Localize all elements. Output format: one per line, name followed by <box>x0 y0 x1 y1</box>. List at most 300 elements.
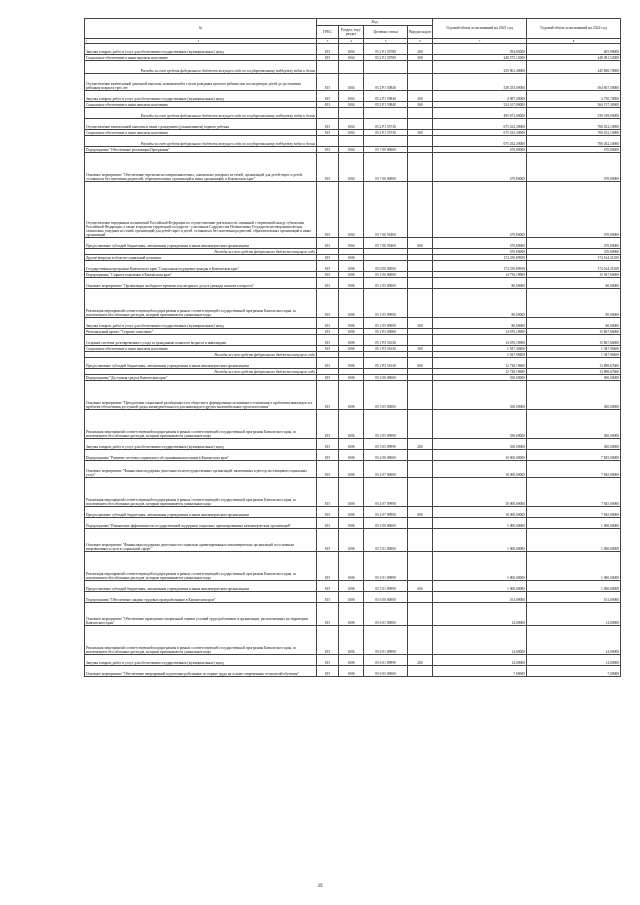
header-expense-type: Вид расходов <box>408 26 433 39</box>
grbs-cell: 815 <box>317 346 339 352</box>
razdel-cell: 1006 <box>339 318 364 329</box>
target-article-cell: 05 7 06 59400 <box>364 238 408 249</box>
target-article-cell <box>364 61 408 74</box>
year-2022-cell: 1 000,00000 <box>527 581 621 592</box>
target-article-cell: 05 2 P1 55730 <box>364 130 408 136</box>
year-2022-cell: 470,80000 <box>527 147 621 153</box>
target-article-cell: 05 1 00 00000 <box>364 272 408 278</box>
razdel-cell: 1006 <box>339 255 364 261</box>
expense-type-cell: 600 <box>408 507 433 518</box>
grbs-cell: 815 <box>317 581 339 592</box>
razdel-cell: 1006 <box>339 375 364 381</box>
year-2021-cell: 80,00000 <box>433 289 527 318</box>
expense-type-cell: 200 <box>408 439 433 450</box>
row-name-cell: Подпрограмма "Повышение эффективности государственной поддержки социально ориентированных некоммерческих организаций" <box>85 518 317 529</box>
year-2022-cell: 174 164,31650 <box>527 255 621 261</box>
row-name-cell: Подпрограмма "Развитие системы социального обслуживания населения в Камчатском крае" <box>85 450 317 461</box>
razdel-cell: 1006 <box>339 478 364 507</box>
expense-type-cell: 200 <box>408 318 433 329</box>
table-row <box>85 358 621 369</box>
razdel-cell: 1004 <box>339 55 364 61</box>
header-index: 1 2 <box>85 39 317 44</box>
expense-type-cell <box>408 478 433 507</box>
year-2021-cell: 10 000,00000 <box>433 461 527 478</box>
grbs-cell: 815 <box>317 147 339 153</box>
row-name-cell: Реализация мероприятий соответствующей подпрограммы в рамках соответствующей государственной программы Камчатского края, за исключением обособленных расходов, которым присваиваются уникальные коды <box>85 478 317 507</box>
table-row <box>85 381 621 410</box>
expense-type-cell: 300 <box>408 55 433 61</box>
grbs-cell: 815 <box>317 329 339 335</box>
expense-type-cell: 300 <box>408 346 433 352</box>
row-name-cell: Другие вопросы в области социальной политики <box>85 255 317 261</box>
year-2021-cell: 350,00000 <box>433 439 527 450</box>
expense-type-cell <box>408 450 433 461</box>
year-2021-cell: 495 673,00000 <box>433 108 527 119</box>
target-article-cell: 05 4 00 00000 <box>364 450 408 461</box>
razdel-cell: 1006 <box>339 461 364 478</box>
year-2022-cell: 4 750,70000 <box>527 91 621 102</box>
year-2021-cell: 10 000,00000 <box>433 478 527 507</box>
target-article-cell: 05 1 P3 00000 <box>364 329 408 335</box>
year-2022-cell: 15 867,66000 <box>527 329 621 335</box>
year-2021-cell: 14 676,18900 <box>433 329 527 335</box>
razdel-cell: 1006 <box>339 289 364 318</box>
grbs-cell: 815 <box>317 318 339 329</box>
row-name-cell: Осуществление ежемесячной денежной выплаты, назначаемой в случае рождения третьего ребенка или последующих детей до достижения ребенком возраста трех лет <box>85 74 317 91</box>
row-name-cell: Реализация мероприятий соответствующей подпрограммы в рамках соответствующей государственной программы Камчатского края, за исключением обособленных расходов, которым присваиваются уникальные коды <box>85 289 317 318</box>
row-name-cell: Закупка товаров, работ и услуг для обеспечения государственных (муниципальных) нужд <box>85 44 317 55</box>
year-2021-cell: 1 947,98400 <box>433 352 527 358</box>
header-grbs: ГРБС <box>317 26 339 39</box>
table-row <box>85 529 621 552</box>
year-2022-cell: 80,00000 <box>527 289 621 318</box>
razdel-cell: 1006 <box>339 450 364 461</box>
grbs-cell: 815 <box>317 119 339 130</box>
target-article-cell <box>364 136 408 147</box>
year-2021-cell: 350,00000 <box>433 381 527 410</box>
grbs-cell: 815 <box>317 44 339 55</box>
grbs-cell <box>317 136 339 147</box>
razdel-cell: 1004 <box>339 238 364 249</box>
year-2021-cell: 470,80000 <box>433 238 527 249</box>
target-article-cell: 05 0 00 00000 <box>364 261 408 272</box>
year-2021-cell: 248 575,15000 <box>433 55 527 61</box>
expense-type-cell <box>408 592 433 603</box>
table-body <box>85 44 621 677</box>
target-article-cell: 05 5 00 00000 <box>364 518 408 529</box>
target-article-cell: 05 1 P3 51630 <box>364 358 408 369</box>
expense-type-cell <box>408 61 433 74</box>
year-2021-cell: 675 432,30000 <box>433 130 527 136</box>
header-year-2022: Годовой объем ассигнований на 2022 год <box>527 19 621 39</box>
razdel-cell: 1006 <box>339 518 364 529</box>
year-2021-cell: 470,80000 <box>433 147 527 153</box>
target-article-cell: 05 5 01 09990 <box>364 552 408 581</box>
year-2021-cell: 14,00000 <box>433 655 527 666</box>
year-2021-cell: 80,00000 <box>433 318 527 329</box>
header-code: Код <box>317 19 433 26</box>
grbs-cell: 815 <box>317 507 339 518</box>
year-2022-cell: 7 845,00000 <box>527 450 621 461</box>
row-name-cell: Закупка товаров, работ и услуг для обеспечения государственных (муниципальных) нужд <box>85 318 317 329</box>
row-name-cell: Подпрограмма "Доступная среда в Камчатском крае" <box>85 375 317 381</box>
expense-type-cell <box>408 261 433 272</box>
grbs-cell: 815 <box>317 74 339 91</box>
row-name-cell: Осуществление переданных полномочий Российской Федерации по осуществлению деятельности, связанной с перевозкой между субъектами Российской Федерации, а также в пределах территорий государств - участников Содружества Независимых Государств несовершеннолетних, самовольно ушедших из семей, организаций для детей-сирот и детей, оставшихся без попечения родителей, образовательных организаций и иных организаций <box>85 182 317 238</box>
grbs-cell: 815 <box>317 381 339 410</box>
razdel-cell: 1006 <box>339 507 364 518</box>
row-name-cell: Основное мероприятие "Финансовая поддержка деятельности социально ориентированных некоммерческих организаций по основным направлениям услуги в социальной сфере" <box>85 529 317 552</box>
target-article-cell: 05 2 P1 50840 <box>364 74 408 91</box>
target-article-cell: 05 1 05 09990 <box>364 318 408 329</box>
grbs-cell <box>317 108 339 119</box>
year-2022-cell: 7,00000 <box>527 666 621 677</box>
year-2021-cell: 235 961,40000 <box>433 61 527 74</box>
expense-type-cell: 600 <box>408 581 433 592</box>
year-2022-cell: 470,80000 <box>527 153 621 182</box>
year-2021-cell: 12 728,19600 <box>433 358 527 369</box>
razdel-cell: 1004 <box>339 119 364 130</box>
row-name-cell: Реализация мероприятий соответствующей подпрограммы в рамках соответствующей государственной программы Камчатского края, за исключением обособленных расходов, которым присваиваются уникальные коды <box>85 410 317 439</box>
grbs-cell: 815 <box>317 529 339 552</box>
target-article-cell: 05 3 00 00000 <box>364 375 408 381</box>
razdel-cell: 1004 <box>339 102 364 108</box>
table-row <box>85 261 621 272</box>
year-2022-cell: 161,00000 <box>527 592 621 603</box>
grbs-cell: 815 <box>317 478 339 507</box>
target-article-cell: 05 5 01 00000 <box>364 529 408 552</box>
expense-type-cell <box>408 335 433 346</box>
row-name-cell: Подпрограмма "Старшее поколение в Камчатском крае" <box>85 272 317 278</box>
grbs-cell: 815 <box>317 289 339 318</box>
table-row <box>85 153 621 182</box>
table-row <box>85 119 621 130</box>
year-2022-cell: 245 690,70000 <box>527 61 621 74</box>
year-2022-cell: 1 947,98400 <box>527 346 621 352</box>
table-row <box>85 592 621 603</box>
expense-type-cell <box>408 119 433 130</box>
row-name-cell: Основное мероприятие "Обеспечение проведения специальной оценки условий труда работников и организации, расположенных на территории Камчатского края" <box>85 603 317 626</box>
grbs-cell: 815 <box>317 278 339 289</box>
grbs-cell: 815 <box>317 552 339 581</box>
target-article-cell: 05 1 05 09990 <box>364 289 408 318</box>
expense-type-cell: 200 <box>408 91 433 102</box>
grbs-cell: 815 <box>317 666 339 677</box>
page-number: 39 <box>317 884 323 889</box>
table-row <box>85 439 621 450</box>
expense-type-cell: 600 <box>408 358 433 369</box>
year-2021-cell: 174 250,89950 <box>433 261 527 272</box>
razdel-cell <box>339 108 364 119</box>
row-name-cell: Расходы за счет средств федерального бюджета текущего года <box>85 369 317 375</box>
razdel-cell: 1006 <box>339 410 364 439</box>
year-2022-cell: 564 607,30000 <box>527 74 621 91</box>
year-2022-cell: 706 452,10000 <box>527 119 621 130</box>
razdel-cell: 1006 <box>339 529 364 552</box>
year-2022-cell: 1 000,00000 <box>527 529 621 552</box>
expense-type-cell <box>408 626 433 655</box>
year-2022-cell: 300,00000 <box>527 381 621 410</box>
target-article-cell: 05 5 01 09990 <box>364 581 408 592</box>
razdel-cell: 1004 <box>339 130 364 136</box>
target-article-cell: 05 3 05 09990 <box>364 439 408 450</box>
razdel-cell: 1004 <box>339 182 364 238</box>
year-2021-cell: 14 676,18900 <box>433 335 527 346</box>
year-2022-cell: 706 452,10000 <box>527 130 621 136</box>
expense-type-cell <box>408 74 433 91</box>
grbs-cell: 815 <box>317 130 339 136</box>
target-article-cell: 05 6 00 00000 <box>364 592 408 603</box>
razdel-cell: 1006 <box>339 666 364 677</box>
year-2021-cell: 161,00000 <box>433 592 527 603</box>
expense-type-cell <box>408 108 433 119</box>
grbs-cell: 815 <box>317 335 339 346</box>
expense-type-cell <box>408 666 433 677</box>
row-name-cell: Предоставление субсидий бюджетным, автономным учреждениям и иным некоммерческим организациям <box>85 238 317 249</box>
target-article-cell: 05 7 06 00000 <box>364 153 408 182</box>
grbs-cell: 815 <box>317 182 339 238</box>
year-2022-cell: 539 339,00000 <box>527 108 621 119</box>
year-2021-cell: 4 087,20000 <box>433 91 527 102</box>
header-index: 5 <box>364 39 408 44</box>
year-2022-cell: 80,00000 <box>527 318 621 329</box>
year-2021-cell: 10 000,00000 <box>433 450 527 461</box>
razdel-cell: 1006 <box>339 261 364 272</box>
year-2022-cell: 7 845,00000 <box>527 461 621 478</box>
year-2022-cell: 1 947,98400 <box>527 352 621 358</box>
table-row <box>85 655 621 666</box>
year-2021-cell: 350,00000 <box>433 410 527 439</box>
razdel-cell: 1006 <box>339 581 364 592</box>
expense-type-cell <box>408 410 433 439</box>
target-article-cell: 05 2 P1 55730 <box>364 119 408 130</box>
year-2021-cell: 10 000,00000 <box>433 507 527 518</box>
razdel-cell: 1006 <box>339 603 364 626</box>
year-2022-cell: 706 452,10000 <box>527 136 621 147</box>
row-name-cell: Осуществление ежемесячной выплаты в связи с рождением (усыновлением) первого ребенка <box>85 119 317 130</box>
target-article-cell: 05 1 05 00000 <box>364 278 408 289</box>
year-2022-cell: 470,80000 <box>527 238 621 249</box>
table-row <box>85 278 621 289</box>
row-name-cell: Основное мероприятие "Обеспечение перевозки несовершеннолетних, самовольно ушедших из семей, организаций для детей-сирот и детей, оставшихся без попечения родителей, образовательных организаций и иных организаций, в Камчатском крае" <box>85 153 317 182</box>
razdel-cell: 1006 <box>339 655 364 666</box>
grbs-cell: 815 <box>317 410 339 439</box>
year-2021-cell: 675 432,30000 <box>433 119 527 130</box>
expense-type-cell <box>408 182 433 238</box>
table-row <box>85 44 621 55</box>
table-row <box>85 238 621 249</box>
table-row <box>85 518 621 529</box>
razdel-cell: 1006 <box>339 272 364 278</box>
year-2021-cell: 350,00000 <box>433 375 527 381</box>
header-name: № <box>85 19 317 39</box>
year-2022-cell: 174 164,31650 <box>527 261 621 272</box>
expense-type-cell <box>408 518 433 529</box>
target-article-cell: 05 3 05 09990 <box>364 410 408 439</box>
year-2021-cell: 7,00000 <box>433 666 527 677</box>
year-2022-cell: 300,00000 <box>527 375 621 381</box>
row-name-cell: Реализация мероприятий соответствующей подпрограммы в рамках соответствующей государственной программы Камчатского края, за исключением обособленных расходов, которым присваиваются уникальные коды <box>85 626 317 655</box>
grbs-cell: 815 <box>317 153 339 182</box>
target-article-cell: 05 1 P3 51630 <box>364 335 408 346</box>
header-index-name: 2 <box>197 39 200 43</box>
razdel-cell: 1004 <box>339 147 364 153</box>
year-2021-cell: 1 000,00000 <box>433 518 527 529</box>
year-2022-cell: 7 845,00000 <box>527 478 621 507</box>
year-2022-cell: 470,80000 <box>527 182 621 238</box>
target-article-cell: 05 4 07 09990 <box>364 478 408 507</box>
grbs-cell: 815 <box>317 261 339 272</box>
grbs-cell: 815 <box>317 358 339 369</box>
row-name-cell: Социальное обеспечение и иные выплаты населению <box>85 55 317 61</box>
row-name-cell: Расходы за счет средств федерального бюджета текущего года по государственному поддержку задач и делам <box>85 108 317 119</box>
target-article-cell: 05 2 P1 50780 <box>364 44 408 55</box>
year-2022-cell: 1 000,00000 <box>527 552 621 581</box>
expense-type-cell: 200 <box>408 655 433 666</box>
year-2022-cell: 80,00000 <box>527 278 621 289</box>
year-2022-cell: 470,80000 <box>527 249 621 255</box>
expense-type-cell: 600 <box>408 238 433 249</box>
expense-type-cell: 300 <box>408 130 433 136</box>
razdel-cell: 1004 <box>339 74 364 91</box>
row-name-cell: Закупка товаров, работ и услуг для обеспечения государственных (муниципальных) нужд <box>85 439 317 450</box>
table-row <box>85 603 621 626</box>
header-index: 8 <box>527 39 621 44</box>
target-article-cell: 05 6 01 09990 <box>364 655 408 666</box>
year-2021-cell: 1 000,00000 <box>433 529 527 552</box>
razdel-cell <box>339 61 364 74</box>
expense-type-cell <box>408 603 433 626</box>
table-row <box>85 410 621 439</box>
year-2021-cell: 394,85000 <box>433 44 527 55</box>
target-article-cell <box>364 108 408 119</box>
year-2022-cell: 14,00000 <box>527 603 621 626</box>
year-2022-cell: 248 081,52000 <box>527 55 621 61</box>
grbs-cell: 815 <box>317 603 339 626</box>
year-2021-cell: 174 250,89950 <box>433 255 527 261</box>
expense-type-cell: 200 <box>408 44 433 55</box>
target-article-cell: 05 6 01 09990 <box>364 626 408 655</box>
table-row <box>85 581 621 592</box>
year-2022-cell: 15 867,66000 <box>527 335 621 346</box>
year-2022-cell: 405,98000 <box>527 44 621 55</box>
row-name-cell: Закупка товаров, работ и услуг для обеспечения государственных (муниципальных) нужд <box>85 655 317 666</box>
razdel-cell <box>339 136 364 147</box>
row-name-cell: Подпрограмма "Обеспечение реализации Программы" <box>85 147 317 153</box>
year-2021-cell: 14,00000 <box>433 603 527 626</box>
table-row <box>85 461 621 478</box>
subtotal-row <box>85 61 621 74</box>
row-name-cell: Реализация мероприятий соответствующей подпрограммы в рамках соответствующей государственной программы Камчатского края, за исключением обособленных расходов, которым присваиваются уникальные коды <box>85 552 317 581</box>
expense-type-cell <box>408 289 433 318</box>
row-name-cell: Основное мероприятие "Преодоление социальной разобщенности в обществе и формирование позитивного отношения к проблемам инвалидов и к проблеме обеспечения доступной среды жизнедеятельности для инвалидов и других маломобильных групп населения" <box>85 381 317 410</box>
table-row <box>85 318 621 329</box>
row-name-cell: Создание системы долговременного ухода за гражданами пожилого возраста и инвалидами <box>85 335 317 346</box>
grbs-cell <box>317 61 339 74</box>
row-name-cell: Предоставление субсидий бюджетным, автономным учреждениям и иным некоммерческим организациям <box>85 358 317 369</box>
budget-table-page <box>84 18 620 677</box>
grbs-cell: 815 <box>317 102 339 108</box>
row-name-cell: Государственная программа Камчатского края "Социальная поддержка граждан в Камчатском крае" <box>85 261 317 272</box>
razdel-cell: 1006 <box>339 592 364 603</box>
target-article-cell: 05 7 06 59400 <box>364 182 408 238</box>
expense-type-cell <box>408 136 433 147</box>
table-row <box>85 335 621 346</box>
table-row <box>85 74 621 91</box>
row-name-cell: Предоставление субсидий бюджетным, автономным учреждениям и иным некоммерческим организациям <box>85 581 317 592</box>
razdel-cell: 1006 <box>339 358 364 369</box>
table-row <box>85 666 621 677</box>
table-row <box>85 182 621 238</box>
grbs-cell: 815 <box>317 592 339 603</box>
row-name-cell: Социальное обеспечение и иные выплаты населению <box>85 130 317 136</box>
row-name-cell: Социальное обеспечение и иные выплаты населению <box>85 102 317 108</box>
grbs-cell: 815 <box>317 238 339 249</box>
razdel-cell: 1006 <box>339 346 364 352</box>
razdel-cell: 1006 <box>339 381 364 410</box>
year-2021-cell: 470,80000 <box>433 153 527 182</box>
year-2021-cell: 470,80000 <box>433 182 527 238</box>
grbs-cell: 815 <box>317 272 339 278</box>
row-name-cell: Предоставление субсидий бюджетным, автономным учреждениям и иным некоммерческим организациям <box>85 507 317 518</box>
row-name-cell: Основное мероприятие "Организация свободного времени и культурного досуга граждан пожилого возраста" <box>85 278 317 289</box>
table-row <box>85 552 621 581</box>
expense-type-cell <box>408 552 433 581</box>
header-index: 4 <box>339 39 364 44</box>
expense-type-cell <box>408 461 433 478</box>
year-2022-cell: 13 890,67600 <box>527 358 621 369</box>
year-2021-cell: 1 000,00000 <box>433 581 527 592</box>
razdel-cell: 1006 <box>339 626 364 655</box>
row-name-cell: Подпрограмма "Обеспечение лицами трудовых прав работников в Камчатском крае" <box>85 592 317 603</box>
grbs-cell: 815 <box>317 461 339 478</box>
grbs-cell: 815 <box>317 91 339 102</box>
row-name-cell: Расходы за счет средств федерального бюджета текущего года по государственному поддержку задач и делам <box>85 136 317 147</box>
header-index: 7 <box>433 39 527 44</box>
year-2022-cell: 7 845,00000 <box>527 507 621 518</box>
row-name-cell: Расходы за счет средств федерального бюджета текущего года <box>85 352 317 358</box>
year-2021-cell: 528 255,00000 <box>433 74 527 91</box>
table-row <box>85 289 621 318</box>
year-2021-cell: 14,00000 <box>433 626 527 655</box>
target-article-cell: 05 2 P1 50840 <box>364 102 408 108</box>
target-article-cell: 05 3 05 00000 <box>364 381 408 410</box>
grbs-cell: 815 <box>317 375 339 381</box>
expense-type-cell <box>408 529 433 552</box>
target-article-cell: 05 1 P3 51630 <box>364 346 408 352</box>
grbs-cell: 815 <box>317 655 339 666</box>
year-2022-cell: 15 947,66000 <box>527 272 621 278</box>
grbs-cell: 815 <box>317 626 339 655</box>
row-name-cell: Закупка товаров, работ и услуг для обеспечения государственных (муниципальных) нужд <box>85 91 317 102</box>
target-article-cell: 05 2 P1 50840 <box>364 91 408 102</box>
year-2021-cell: 524 167,80000 <box>433 102 527 108</box>
razdel-cell: 1004 <box>339 44 364 55</box>
table-row <box>85 91 621 102</box>
year-2022-cell: 14,00000 <box>527 655 621 666</box>
subtotal-row <box>85 108 621 119</box>
year-2022-cell: 14,00000 <box>527 626 621 655</box>
target-article-cell: 05 7 00 00000 <box>364 147 408 153</box>
year-2021-cell: 1 947,38400 <box>433 346 527 352</box>
razdel-cell: 1006 <box>339 552 364 581</box>
target-article-cell: 05 4 07 09990 <box>364 507 408 518</box>
grbs-cell: 815 <box>317 450 339 461</box>
grbs-cell: 815 <box>317 439 339 450</box>
table-row <box>85 478 621 507</box>
table-row <box>85 626 621 655</box>
row-name-cell: Расходы за счет средств федерального бюджета текущего года по государственному поддержку задач и делам <box>85 61 317 74</box>
